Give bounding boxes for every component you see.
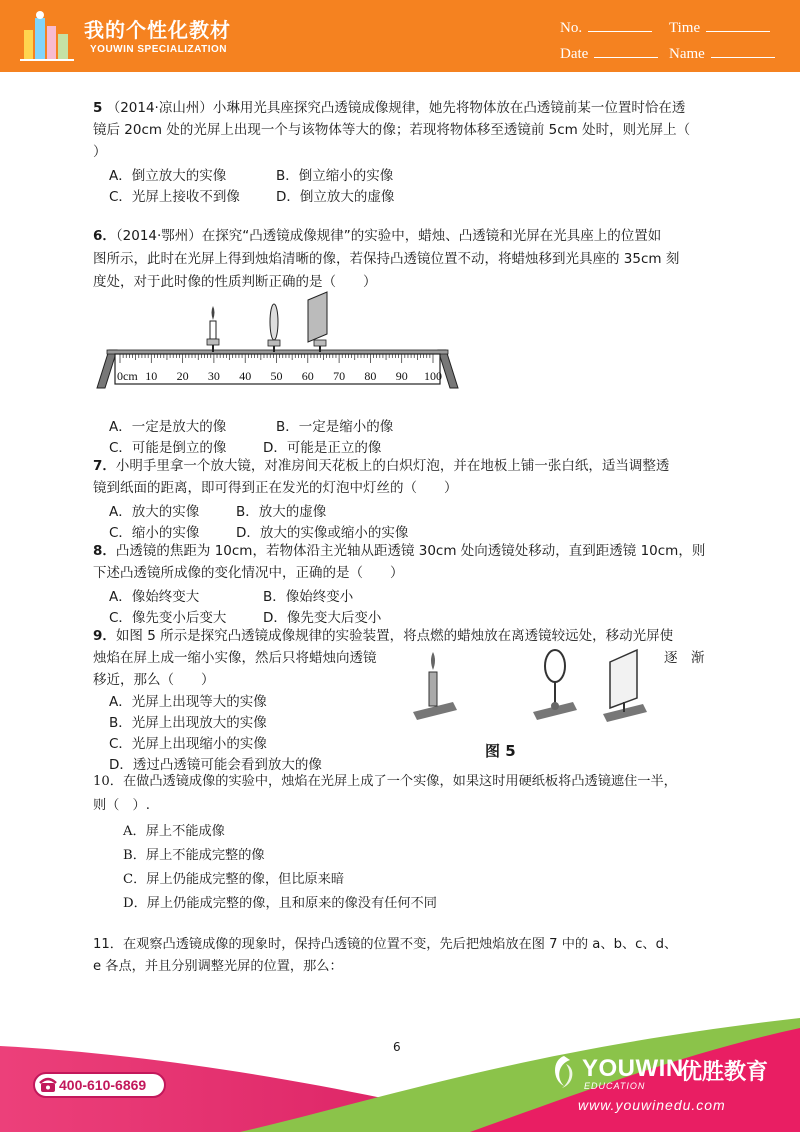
ruler-label: 10 [145, 369, 158, 383]
question-10-option-c: C．屏上仍能成完整的像，但比原来暗 [123, 872, 345, 887]
question-8-option-a: A．像始终变大 [109, 589, 200, 605]
question-5-option-d: D．倒立放大的虚像 [276, 189, 395, 205]
question-5-option-c: C．光屏上接收不到像 [109, 189, 240, 205]
question-9-option-c: C．光屏上出现缩小的实像 [109, 736, 267, 752]
time-field: Time [669, 20, 770, 37]
date-field: Date [560, 46, 658, 63]
figure-5-apparatus [405, 640, 720, 765]
question-6-option-c: C．可能是倒立的像 [109, 440, 227, 456]
name-field: Name [669, 46, 775, 63]
page-header [0, 0, 800, 72]
question-10-line-2: 则（ ）. [93, 798, 150, 813]
question-6-line-3: 度处，对于此时像的性质判断正确的是（ ） [93, 274, 377, 290]
question-9-option-b: B．光屏上出现放大的实像 [109, 715, 267, 731]
question-9-line-1: 9．如图 5 所示是探究凸透镜成像规律的实验装置，将点燃的蜡烛放在离透镜较远处，移动光屏使 [93, 628, 674, 644]
brand-wordmark: YOUWIN [582, 1055, 684, 1082]
no-field: No. [560, 20, 652, 37]
ruler-label: 100 [424, 369, 442, 383]
question-9-line-2-tail: 逐 渐 [664, 650, 705, 666]
question-6-line-2: 图所示，此时在光屏上得到烛焰清晰的像，若保持凸透镜位置不动，将蜡烛移到光具座的 35cm 刻 [93, 251, 680, 267]
ruler-label: 80 [364, 369, 377, 383]
ruler-label: 30 [207, 369, 220, 383]
question-8-option-c: C．像先变小后变大 [109, 610, 227, 626]
ruler-label: 20 [176, 369, 189, 383]
question-6-option-a: A．一定是放大的像 [109, 419, 227, 435]
screen-apparatus-icon [603, 650, 647, 722]
question-5-option-a: A．倒立放大的实像 [109, 168, 227, 184]
question-9-option-d: D．透过凸透镜可能会看到放大的像 [109, 757, 322, 773]
brand-title: 我的个性化教材 [84, 18, 231, 42]
question-9-line-3: 移近，那么（ ） [93, 672, 215, 688]
question-7-option-c: C．缩小的实像 [109, 525, 200, 541]
telephone-icon [39, 1077, 57, 1093]
question-10-line-1: 10．在做凸透镜成像的实验中，烛焰在光屏上成了一个实像，如果这时用硬纸板将凸透镜遮住一半， [93, 774, 677, 789]
ruler-label: 90 [395, 369, 408, 383]
candle-icon [207, 306, 219, 352]
question-8-line-2: 下述凸透镜所成像的变化情况中，正确的是（ ） [93, 565, 404, 581]
brand-chinese-name: 优胜教育 [680, 1060, 769, 1085]
question-8-option-d: D．像先变大后变小 [263, 610, 382, 626]
question-7-line-2: 镜到纸面的距离，即可得到正在发光的灯泡中灯丝的（ ） [93, 480, 458, 496]
question-11-line-1: 11．在观察凸透镜成像的现象时，保持凸透镜的位置不变，先后把烛焰放在图 7 中的 a、b、c、d、 [93, 937, 678, 952]
candle-apparatus-icon [413, 652, 457, 720]
question-7-option-a: A．放大的实像 [109, 504, 200, 520]
question-5-line-2: 镜后 20cm 处的光屏上出现一个与该物体等大的像；若现将物体移至透镜前 5cm 处时，则光屏上（ [93, 122, 691, 138]
question-7-line-1: 7．小明手里拿一个放大镜，对准房间天花板上的白炽灯泡，并在地板上铺一张白纸，适当调整透 [93, 458, 670, 474]
youwin-swirl-logo-icon [548, 1052, 580, 1092]
question-8-option-b: B．像始终变小 [263, 589, 354, 605]
question-8-line-1: 8．凸透镜的焦距为 10cm，若物体沿主光轴从距透镜 30cm 处向透镜处移动，直到距透镜 10cm，则 [93, 543, 706, 559]
brand-subtitle: YOUWIN SPECIALIZATION [90, 44, 227, 55]
question-6-option-d: D．可能是正立的像 [263, 440, 382, 456]
light-screen-icon [308, 292, 327, 352]
question-5-line-1: 5 （2014·凉山州）小琳用光具座探究凸透镜成像规律，她先将物体放在凸透镜前某一位置时恰在透 [93, 100, 686, 116]
question-9-option-a: A．光屏上出现等大的实像 [109, 694, 267, 710]
question-6-option-b: B．一定是缩小的像 [276, 419, 394, 435]
question-5-line-3: ） [93, 144, 107, 160]
brand-education: EDUCATION [584, 1081, 646, 1091]
question-10-option-a: A．屏上不能成像 [123, 824, 225, 839]
phone-number-badge[interactable] [33, 1072, 166, 1098]
question-9-line-2: 烛焰在屏上成一缩小实像，然后只将蜡烛向透镜 [93, 650, 377, 666]
city-buildings-logo-icon [18, 8, 76, 66]
website-link[interactable]: www.youwinedu.com [578, 1097, 726, 1113]
phone-number: 400-610-6869 [59, 1077, 147, 1093]
question-10-option-b: B．屏上不能成完整的像 [123, 848, 265, 863]
question-11-line-2: e 各点，并且分别调整光屏的位置，那么： [93, 959, 343, 974]
ruler-label: 60 [301, 369, 314, 383]
question-10-option-d: D．屏上仍能成完整的像，且和原来的像没有任何不同 [123, 896, 437, 911]
ruler-label: 40 [239, 369, 252, 383]
question-7-option-d: D．放大的实像或缩小的实像 [236, 525, 409, 541]
lens-apparatus-icon [533, 650, 577, 720]
question-6-line-1: 6．（2014·鄂州）在探究“凸透镜成像规律”的实验中，蜡烛、凸透镜和光屏在光具座上的位置如 [93, 228, 662, 244]
question-7-option-b: B．放大的虚像 [236, 504, 327, 520]
ruler-label: 70 [333, 369, 346, 383]
ruler-label: 0cm [117, 369, 138, 383]
ruler-label: 50 [270, 369, 283, 383]
optical-bench-figure [95, 290, 460, 390]
question-5-option-b: B．倒立缩小的实像 [276, 168, 394, 184]
page-number: 6 [393, 1040, 401, 1054]
convex-lens-icon [268, 304, 280, 352]
figure-5-caption: 图 5 [485, 742, 516, 760]
